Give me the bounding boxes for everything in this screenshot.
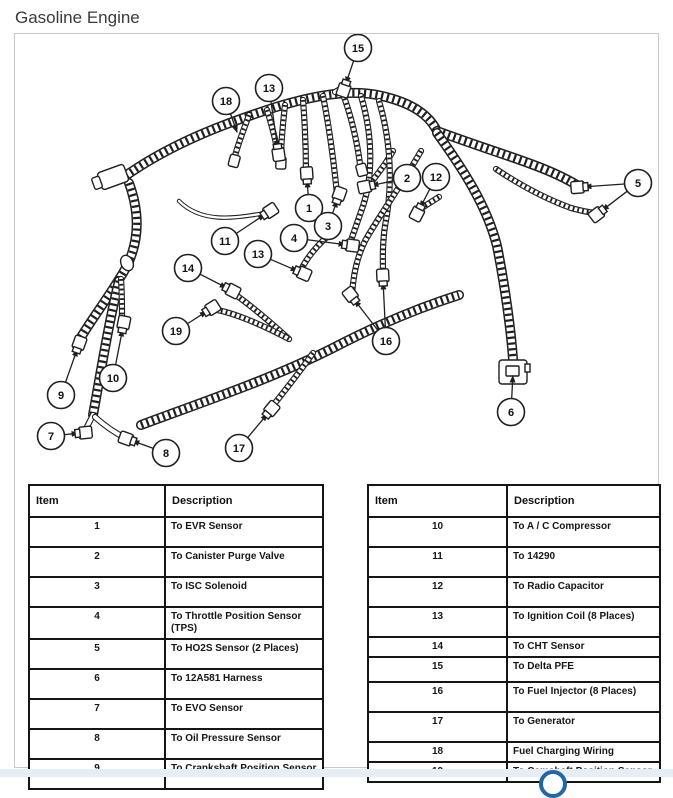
callout-number: 9 — [57, 390, 65, 402]
callout-number: 14 — [181, 263, 195, 275]
connector-plug — [355, 163, 368, 177]
description-cell: To Ignition Coil (8 Places) — [507, 607, 660, 637]
item-cell: 1 — [29, 517, 165, 547]
description-cell: To EVO Sensor — [165, 699, 323, 729]
connector-plug — [357, 179, 376, 194]
connector-plug — [292, 264, 312, 282]
connector-plug — [90, 164, 129, 193]
connector-plug — [588, 204, 609, 224]
callout-number: 15 — [351, 43, 365, 55]
page-background-strip — [0, 769, 673, 777]
connector-plug — [259, 202, 280, 221]
callout-number: 10 — [106, 373, 120, 385]
item-cell: 6 — [29, 669, 165, 699]
item-cell: 4 — [29, 607, 165, 639]
callout-number: 3 — [324, 221, 332, 233]
table-row — [368, 607, 660, 637]
table-row — [29, 699, 323, 729]
item-cell: 7 — [29, 699, 165, 729]
description-cell: To EVR Sensor — [165, 517, 323, 547]
connector-plug — [300, 167, 313, 185]
table-row — [29, 729, 323, 759]
description-cell: To ISC Solenoid — [165, 577, 323, 607]
callout-7 — [38, 423, 93, 450]
description-cell: Fuel Charging Wiring — [507, 742, 660, 762]
connector-plug — [341, 238, 359, 252]
description-cell: To Canister Purge Valve — [165, 547, 323, 577]
description-cell: To 14290 — [507, 547, 660, 577]
table-row — [29, 607, 323, 639]
description-cell: To A / C Compressor — [507, 517, 660, 547]
connector-plug — [70, 335, 87, 355]
diagram-frame — [14, 33, 659, 768]
column-header: Item — [368, 485, 507, 517]
harness-branches — [84, 87, 598, 439]
floating-action-button[interactable] — [539, 770, 567, 798]
description-cell: To Generator — [507, 712, 660, 742]
table-row — [368, 547, 660, 577]
item-cell: 11 — [368, 547, 507, 577]
callout-1 — [296, 167, 323, 222]
description-cell: To 12A581 Harness — [165, 669, 323, 699]
callout-number: 7 — [47, 431, 55, 443]
callout-number: 6 — [507, 407, 515, 419]
description-cell: To Oil Pressure Sensor — [165, 729, 323, 759]
table-row — [368, 742, 660, 762]
column-header: Description — [507, 485, 660, 517]
connector-6 — [499, 360, 530, 384]
leader-line — [116, 330, 123, 365]
wiring-harness-diagram — [15, 34, 658, 484]
item-cell: 16 — [368, 682, 507, 712]
connector-plug — [118, 431, 138, 448]
callout-number: 2 — [403, 173, 411, 185]
table-row — [29, 517, 323, 547]
item-cell: 12 — [368, 577, 507, 607]
table-row — [368, 517, 660, 547]
callout-9 — [48, 335, 88, 409]
table-row — [368, 657, 660, 682]
table-row — [368, 637, 660, 657]
callout-number: 12 — [429, 172, 443, 184]
item-cell: 8 — [29, 729, 165, 759]
description-cell: To Throttle Position Sensor (TPS) — [165, 607, 323, 639]
connector-plug — [330, 186, 347, 206]
description-cell: To Delta PFE — [507, 657, 660, 682]
callout-number: 19 — [169, 326, 183, 338]
item-cell: 13 — [368, 607, 507, 637]
callout-19 — [163, 299, 222, 344]
callout-14 — [175, 255, 242, 300]
page-title: Gasoline Engine — [15, 8, 140, 27]
callout-number: 18 — [219, 96, 233, 108]
connector-plug — [74, 426, 92, 440]
leader-line — [248, 414, 267, 437]
table-row — [29, 547, 323, 577]
table-row — [29, 669, 323, 699]
connector-plug — [228, 154, 241, 168]
static-connectors — [90, 154, 530, 384]
callout-number: 8 — [162, 448, 170, 460]
table-row — [368, 577, 660, 607]
description-cell: To HO2S Sensor (2 Places) — [165, 639, 323, 669]
callout-number: 17 — [232, 443, 246, 455]
leader-line — [66, 350, 77, 382]
connector-plug — [342, 286, 362, 307]
item-cell: 3 — [29, 577, 165, 607]
callout-number: 5 — [634, 178, 642, 190]
leader-line — [200, 274, 226, 287]
item-cell: 2 — [29, 547, 165, 577]
leader-line — [585, 184, 625, 187]
connector-plug — [116, 315, 131, 334]
item-cell: 5 — [29, 639, 165, 669]
table-row — [29, 639, 323, 669]
callout-number: 13 — [262, 83, 276, 95]
connector-plug — [571, 181, 589, 194]
table-row — [29, 577, 323, 607]
leader-line — [355, 300, 378, 330]
description-cell: To Radio Capacitor — [507, 577, 660, 607]
description-cell: To CHT Sensor — [507, 637, 660, 657]
callout-number: 13 — [251, 249, 265, 261]
column-header: Item — [29, 485, 165, 517]
item-cell: 17 — [368, 712, 507, 742]
connector-plug — [376, 269, 389, 287]
callout-8 — [118, 431, 180, 467]
callout-5 — [571, 170, 652, 224]
connector-plug — [201, 299, 222, 318]
column-header: Description — [165, 485, 323, 517]
legend-table-right — [367, 484, 661, 783]
callout-number: 16 — [379, 336, 393, 348]
item-cell: 18 — [368, 742, 507, 762]
legend-table-left — [28, 484, 324, 790]
description-cell: To Fuel Injector (8 Places) — [507, 682, 660, 712]
table-row — [368, 712, 660, 742]
item-cell: 10 — [368, 517, 507, 547]
item-cell: 14 — [368, 637, 507, 657]
table-row — [368, 682, 660, 712]
item-cell: 15 — [368, 657, 507, 682]
callout-number: 1 — [305, 203, 313, 215]
leader-line — [602, 191, 627, 210]
callout-17 — [226, 400, 281, 462]
callout-number: 11 — [219, 236, 231, 248]
callout-number: 4 — [290, 233, 298, 245]
leader-line — [270, 259, 297, 271]
